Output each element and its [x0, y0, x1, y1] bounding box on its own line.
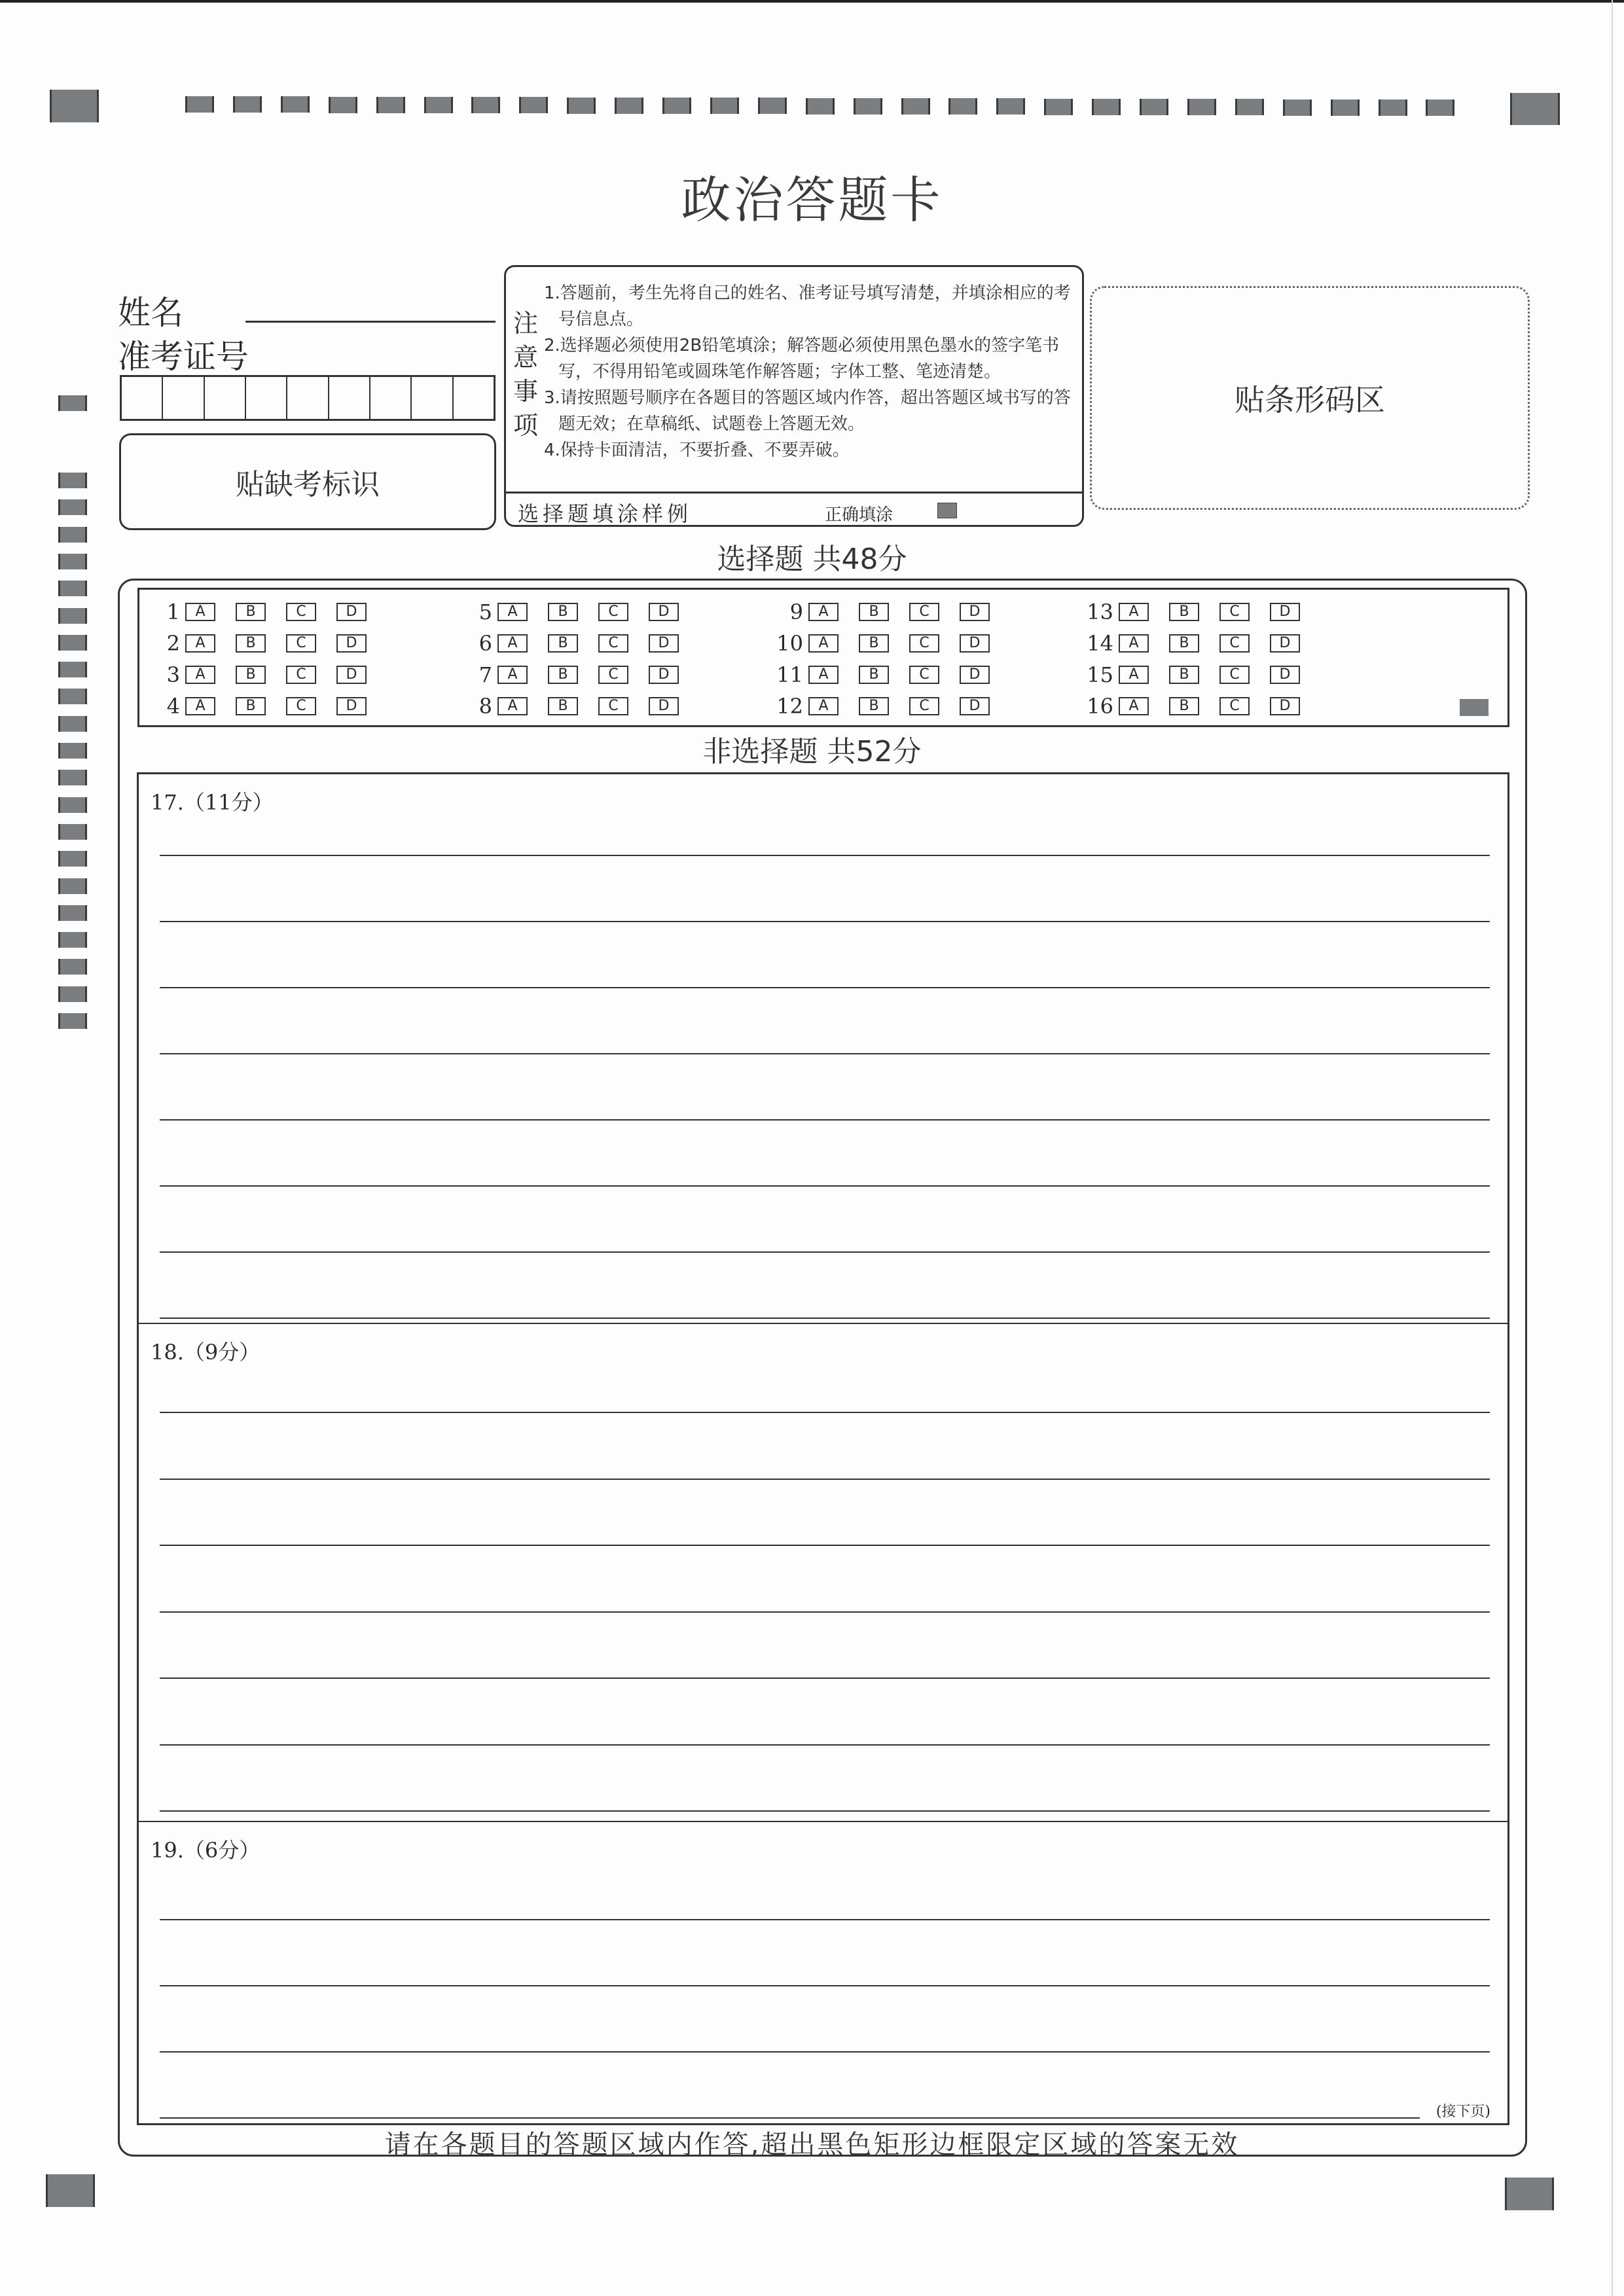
- option-bubble-c[interactable]: C: [598, 666, 628, 684]
- timing-mark: [58, 395, 87, 411]
- choice-section-title: 选择题 共48分: [717, 543, 907, 576]
- option-bubble-c[interactable]: C: [598, 603, 628, 621]
- option-bubble-c[interactable]: C: [286, 603, 316, 621]
- admission-digit-box[interactable]: [454, 377, 494, 419]
- admission-digit-box[interactable]: [412, 377, 453, 419]
- question-number: 15: [1087, 662, 1113, 687]
- option-bubble-a[interactable]: A: [1119, 697, 1149, 715]
- option-bubble-d[interactable]: D: [649, 666, 679, 684]
- timing-mark: [615, 98, 643, 114]
- timing-mark: [424, 97, 453, 113]
- timing-mark: [58, 770, 87, 785]
- timing-mark: [519, 97, 548, 113]
- timing-mark: [58, 986, 87, 1002]
- choice-question: [1083, 694, 1320, 719]
- name-field[interactable]: [245, 321, 496, 323]
- timing-mark: [1426, 99, 1454, 116]
- answer-line: [160, 1251, 1490, 1253]
- timing-mark: [58, 473, 87, 488]
- answer-line: [160, 2117, 1420, 2119]
- admission-digit-box[interactable]: [163, 377, 204, 419]
- answer-line: [160, 1053, 1490, 1054]
- option-bubble-a[interactable]: A: [185, 697, 215, 715]
- timing-mark: [376, 97, 405, 113]
- question-number: 9: [789, 600, 803, 624]
- notice-title-char: 事: [513, 377, 538, 406]
- option-bubble-a[interactable]: A: [497, 697, 528, 715]
- name-label: [118, 287, 183, 334]
- timing-mark: [1283, 99, 1312, 116]
- timing-mark: [58, 1013, 87, 1029]
- timing-mark: [58, 499, 87, 515]
- corner-mark-bottom-left: [46, 2174, 95, 2207]
- timing-mark: [58, 905, 87, 921]
- timing-mark: [58, 824, 87, 840]
- choice-question: [462, 662, 699, 687]
- timing-mark: [58, 959, 87, 975]
- option-bubble-a[interactable]: A: [808, 697, 839, 715]
- timing-mark: [58, 608, 87, 624]
- corner-mark-top-right: [1510, 93, 1560, 125]
- answer-line: [160, 1810, 1490, 1812]
- option-bubble-a[interactable]: A: [1119, 634, 1149, 653]
- option-bubble-a[interactable]: A: [185, 666, 215, 684]
- admission-number-boxes[interactable]: [120, 375, 496, 421]
- option-bubble-d[interactable]: D: [336, 666, 367, 684]
- choice-question: [773, 631, 1010, 656]
- option-bubble-c[interactable]: C: [909, 634, 939, 653]
- notice-title-char: 意: [513, 343, 538, 372]
- continue-next-page-label: (接下页): [1435, 2104, 1490, 2120]
- timing-mark: [567, 98, 596, 114]
- option-bubble-c[interactable]: C: [1219, 603, 1250, 621]
- timing-mark: [58, 851, 87, 867]
- question-number: 5: [478, 600, 492, 624]
- choice-question: [773, 662, 1010, 687]
- option-bubble-d[interactable]: D: [960, 666, 990, 684]
- option-bubble-c[interactable]: C: [909, 603, 939, 621]
- question-number: 13: [1087, 600, 1113, 624]
- answer-line: [160, 1185, 1490, 1187]
- option-bubble-a[interactable]: A: [497, 634, 528, 653]
- notice-title-char: 注: [513, 309, 538, 338]
- answer-line: [160, 1677, 1490, 1679]
- option-bubble-c[interactable]: C: [286, 666, 316, 684]
- choice-question: [1083, 631, 1320, 656]
- absent-sticker-area: [119, 433, 496, 530]
- option-bubble-d[interactable]: D: [336, 634, 367, 653]
- choice-question: [1083, 600, 1320, 624]
- choice-question: [150, 631, 387, 656]
- option-bubble-c[interactable]: C: [286, 697, 316, 715]
- timing-mark: [329, 97, 357, 113]
- question-number: 4: [166, 694, 180, 719]
- timing-mark: [185, 96, 214, 113]
- timing-mark: [1187, 99, 1216, 115]
- option-bubble-c[interactable]: C: [909, 666, 939, 684]
- option-bubble-b[interactable]: B: [236, 634, 266, 653]
- option-bubble-b[interactable]: B: [1169, 666, 1199, 684]
- timing-mark: [233, 96, 262, 113]
- question-number: 2: [166, 631, 180, 656]
- admission-digit-box[interactable]: [370, 377, 412, 419]
- option-bubble-a[interactable]: A: [185, 603, 215, 621]
- question-label: 17.（11分）: [151, 790, 274, 815]
- timing-mark: [1379, 99, 1407, 116]
- option-bubble-b[interactable]: B: [859, 697, 889, 715]
- choice-question: [462, 694, 699, 719]
- choice-question: [773, 600, 1010, 624]
- correct-fill-label: 正确填涂: [825, 505, 893, 525]
- timing-mark: [854, 98, 882, 115]
- option-bubble-b[interactable]: B: [548, 697, 578, 715]
- timing-mark: [58, 797, 87, 813]
- answer-line: [160, 1545, 1490, 1546]
- option-bubble-d[interactable]: D: [960, 603, 990, 621]
- barcode-label: 贴条形码区: [1235, 382, 1385, 418]
- answer-area-17[interactable]: [137, 772, 1509, 1323]
- scan-top-edge: [0, 0, 1624, 3]
- option-bubble-d[interactable]: D: [336, 697, 367, 715]
- option-bubble-d[interactable]: D: [1270, 603, 1300, 621]
- question-number: 6: [478, 631, 492, 656]
- card-title: 政治答题卡: [681, 171, 943, 229]
- choice-question: [150, 694, 387, 719]
- notice-item: 4.保持卡面清洁，不要折叠、不要弄破。: [544, 440, 850, 460]
- notice-box: [504, 265, 1084, 527]
- name-label-char-2: 名: [151, 294, 183, 332]
- notice-item: 3.请按照题号顺序在各题目的答题区域内作答，超出答题区域书写的答题无效；在草稿纸、试题卷上答题无效。: [544, 388, 1071, 434]
- notice-items: [544, 280, 1074, 463]
- option-bubble-a[interactable]: A: [1119, 603, 1149, 621]
- option-bubble-d[interactable]: D: [649, 697, 679, 715]
- timing-mark: [662, 98, 691, 114]
- option-bubble-a[interactable]: A: [185, 634, 215, 653]
- option-bubble-d[interactable]: D: [1270, 634, 1300, 653]
- question-number: 1: [166, 600, 180, 624]
- choice-question: [462, 600, 699, 624]
- question-number: 8: [478, 694, 492, 719]
- timing-mark: [758, 98, 787, 114]
- option-bubble-c[interactable]: C: [598, 697, 628, 715]
- option-bubble-d[interactable]: D: [1270, 697, 1300, 715]
- admission-digit-box[interactable]: [287, 377, 329, 419]
- option-bubble-d[interactable]: D: [1270, 666, 1300, 684]
- notice-item: 2.选择题必须使用2B铅笔填涂；解答题必须使用黑色墨水的签字笔书写，不得用铅笔或圆珠笔作解答题；字体工整、笔迹清楚。: [544, 336, 1060, 382]
- choice-question: [150, 600, 387, 624]
- answer-line: [160, 1119, 1490, 1121]
- option-bubble-b[interactable]: B: [1169, 634, 1199, 653]
- answer-area-19[interactable]: [137, 1821, 1509, 2125]
- timing-mark: [1235, 99, 1264, 115]
- free-section-title: 非选择题 共52分: [702, 735, 922, 768]
- choice-question: [462, 631, 699, 656]
- question-number: 10: [776, 631, 803, 656]
- option-bubble-b[interactable]: B: [548, 603, 578, 621]
- timing-mark: [58, 581, 87, 596]
- answer-line: [160, 987, 1490, 988]
- answer-line: [160, 1611, 1490, 1613]
- timing-mark: [471, 97, 500, 113]
- option-bubble-a[interactable]: A: [808, 666, 839, 684]
- absent-sticker-label: 贴缺考标识: [236, 468, 380, 501]
- timing-mark: [1331, 99, 1360, 116]
- option-bubble-b[interactable]: B: [548, 666, 578, 684]
- timing-mark: [58, 662, 87, 677]
- answer-line: [160, 1318, 1490, 1319]
- admission-digit-box[interactable]: [205, 377, 246, 419]
- question-number: 7: [478, 662, 492, 687]
- fill-sample-label: 选择题填涂样例: [518, 501, 693, 526]
- option-bubble-c[interactable]: C: [1219, 634, 1250, 653]
- option-bubble-d[interactable]: D: [649, 603, 679, 621]
- option-bubble-c[interactable]: C: [909, 697, 939, 715]
- option-bubble-a[interactable]: A: [808, 603, 839, 621]
- timing-mark: [1092, 99, 1121, 115]
- admission-digit-box[interactable]: [329, 377, 370, 419]
- choice-question: [150, 662, 387, 687]
- admission-digit-box[interactable]: [122, 377, 163, 419]
- answer-line: [160, 1919, 1490, 1920]
- answer-line: [160, 1744, 1490, 1746]
- question-number: 3: [166, 662, 180, 687]
- filled-sample-icon: [937, 503, 957, 518]
- timing-mark: [281, 96, 310, 113]
- question-number: 12: [776, 694, 803, 719]
- corner-mark-bottom-right: [1505, 2178, 1554, 2210]
- timing-mark: [806, 98, 835, 115]
- question-number: 11: [776, 662, 803, 687]
- scan-right-edge: [1612, 0, 1613, 2296]
- option-bubble-c[interactable]: C: [1219, 666, 1250, 684]
- timing-mark: [58, 635, 87, 651]
- question-number: 16: [1087, 694, 1113, 719]
- option-bubble-b[interactable]: B: [859, 666, 889, 684]
- timing-mark: [948, 98, 977, 115]
- timing-mark: [996, 98, 1025, 115]
- answer-line: [160, 855, 1490, 856]
- option-bubble-d[interactable]: D: [960, 697, 990, 715]
- question-label: 18.（9分）: [151, 1340, 261, 1365]
- option-bubble-b[interactable]: B: [236, 697, 266, 715]
- option-bubble-b[interactable]: B: [548, 634, 578, 653]
- question-number: 14: [1087, 631, 1113, 656]
- option-bubble-d[interactable]: D: [649, 634, 679, 653]
- answer-line: [160, 1412, 1490, 1413]
- notice-title-char: 项: [513, 411, 538, 440]
- admission-number-label: 准考证号: [118, 338, 249, 376]
- option-bubble-a[interactable]: A: [808, 634, 839, 653]
- answer-line: [160, 2051, 1490, 2053]
- option-bubble-b[interactable]: B: [236, 603, 266, 621]
- choice-question: [773, 694, 1010, 719]
- timing-mark: [58, 932, 87, 948]
- name-label-char-1: 姓: [118, 294, 151, 332]
- choice-timing-mark: [1460, 699, 1489, 716]
- timing-mark: [901, 98, 930, 115]
- choice-question: [1083, 662, 1320, 687]
- option-bubble-b[interactable]: B: [859, 603, 889, 621]
- option-bubble-c[interactable]: C: [1219, 697, 1250, 715]
- answer-area-18[interactable]: [137, 1323, 1509, 1821]
- option-bubble-d[interactable]: D: [960, 634, 990, 653]
- timing-mark: [1140, 99, 1168, 115]
- timing-mark: [710, 98, 739, 114]
- admission-digit-box[interactable]: [246, 377, 287, 419]
- option-bubble-a[interactable]: A: [497, 666, 528, 684]
- option-bubble-b[interactable]: B: [1169, 603, 1199, 621]
- barcode-area: [1090, 286, 1530, 510]
- question-label: 19.（6分）: [151, 1838, 261, 1863]
- option-bubble-d[interactable]: D: [336, 603, 367, 621]
- timing-mark: [1044, 99, 1073, 115]
- option-bubble-c[interactable]: C: [286, 634, 316, 653]
- timing-mark: [58, 689, 87, 704]
- option-bubble-a[interactable]: A: [497, 603, 528, 621]
- notice-side-title: [513, 306, 539, 442]
- option-bubble-c[interactable]: C: [598, 634, 628, 653]
- option-bubble-b[interactable]: B: [859, 634, 889, 653]
- footer-note: 请在各题目的答题区域内作答,超出黑色矩形边框限定区域的答案无效: [384, 2130, 1240, 2160]
- notice-item: 1.答题前，考生先将自己的姓名、准考证号填写清楚，并填涂相应的考号信息点。: [544, 283, 1071, 329]
- option-bubble-a[interactable]: A: [1119, 666, 1149, 684]
- answer-line: [160, 1985, 1490, 1986]
- corner-mark-top-left: [50, 90, 99, 122]
- option-bubble-b[interactable]: B: [236, 666, 266, 684]
- fill-sample-row: [506, 492, 1082, 525]
- option-bubble-b[interactable]: B: [1169, 697, 1199, 715]
- answer-line: [160, 1479, 1490, 1480]
- answer-line: [160, 921, 1490, 922]
- timing-mark: [58, 878, 87, 894]
